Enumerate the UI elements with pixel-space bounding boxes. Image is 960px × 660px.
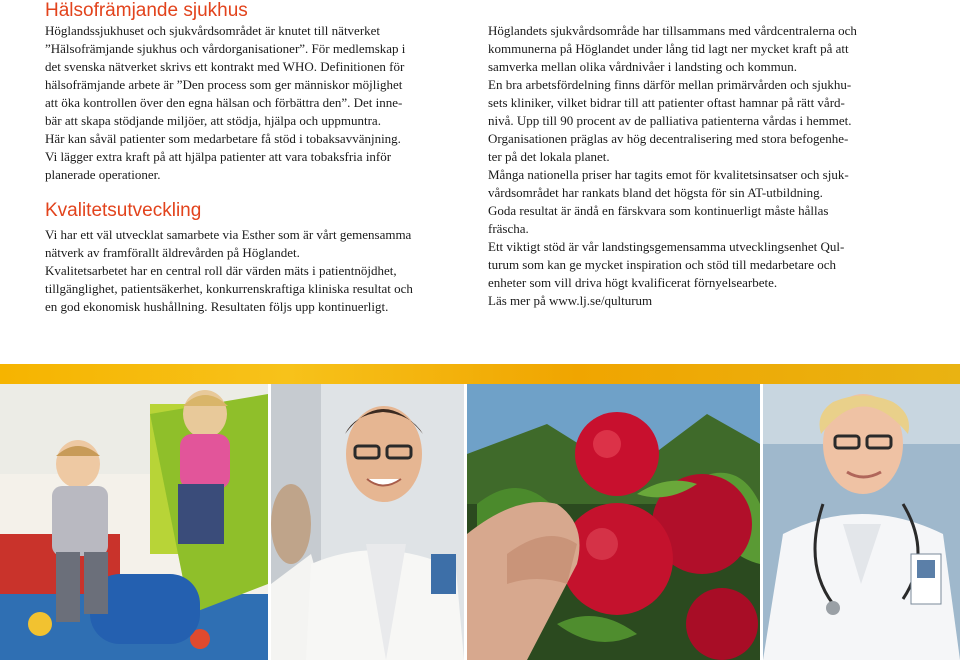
heading-halsoframjande: Hälsofrämjande sjukhus <box>45 0 248 21</box>
text-line: Höglandets sjukvårdsområde har tillsammans med vårdcentralerna och <box>488 23 857 38</box>
text-line: Vi lägger extra kraft på att hjälpa patienter att vara tobaksfria inför <box>45 149 392 164</box>
photo-apples <box>467 384 760 660</box>
text-line: Vi har ett väl utvecklat samarbete via Esther som är vårt gemensamma <box>45 227 412 242</box>
text-line: nivå. Upp till 90 procent av de palliativa patienterna vårdas i hemmet. <box>488 113 852 128</box>
right-column <box>488 22 918 310</box>
text-line: det svenska nätverket skrivs ett kontrakt med WHO. Definitionen för <box>45 59 405 74</box>
text-line: En bra arbetsfördelning finns därför mellan primärvården och sjukhu- <box>488 77 852 92</box>
paragraph-kvalitet <box>45 226 475 316</box>
photo-nurse <box>763 384 960 660</box>
text-line: turum som kan ge mycket inspiration och stöd till medarbetare och <box>488 257 837 272</box>
text-line: hälsofrämjande arbete är ”Den process som ger människor möjlighet <box>45 77 403 92</box>
text-line: att öka kontrollen över den egna hälsan och förbättra den”. Det inne- <box>45 95 403 110</box>
text-line: Organisationen präglas av hög decentralisering med stora befogenhe- <box>488 131 849 146</box>
paragraph-halsoframjande <box>45 22 475 184</box>
text-line: tillgänglighet, patientsäkerhet, konkurrenskraftiga kliniska resultat och <box>45 281 413 296</box>
text-line: Många nationella priser har tagits emot för kvalitetsinsatser och sjuk- <box>488 167 849 182</box>
photo-row <box>0 384 960 660</box>
paragraph-hoglandet <box>488 22 918 310</box>
text-line: Kvalitetsarbetet har en central roll där värden mäts i patientnöjdhet, <box>45 263 397 278</box>
text-line: Ett viktigt stöd är vår landstingsgemensamma utvecklingsenhet Qul- <box>488 239 845 254</box>
text-line: sets kliniker, vilket bidrar till att patienter oftast hamnar på rätt vård- <box>488 95 845 110</box>
text-line: bär att skapa stödjande miljöer, att stödja, hjälpa och uppmuntra. <box>45 113 381 128</box>
text-line: Goda resultat är ändå en färskvara som kontinuerligt måste hållas <box>488 203 829 218</box>
text-line: Höglandssjukhuset och sjukvårdsområdet är knutet till nätverket <box>45 23 381 38</box>
photo-children-playing <box>0 384 268 660</box>
text-line: ter på det lokala planet. <box>488 149 610 164</box>
left-column <box>45 0 475 316</box>
heading-kvalitetsutveckling: Kvalitetsutveckling <box>45 200 202 221</box>
text-line: planerade operationer. <box>45 167 161 182</box>
text-line: kommunerna på Höglandet under lång tid lagt ner mycket kraft på att <box>488 41 849 56</box>
text-line: nätverk av framförallt äldrevården på Höglandet. <box>45 245 300 260</box>
web-link-text: Läs mer på www.lj.se/qulturum <box>488 293 653 308</box>
text-line: en god ekonomisk hushållning. Resultaten följs upp kontinuerligt. <box>45 299 389 314</box>
text-line: ”Hälsofrämjande sjukhus och vårdorganisationer”. För medlemskap i <box>45 41 406 56</box>
decorative-yellow-strip <box>0 364 960 384</box>
text-line: Här kan såväl patienter som medarbetare få stöd i tobaksavvänjning. <box>45 131 401 146</box>
text-line: enheter som vill driva högt kvalificerat förnyelsearbete. <box>488 275 778 290</box>
text-line: vårdsområdet har rankats bland det högsta för sin AT-utbildning. <box>488 185 823 200</box>
text-line: samverka mellan olika vårdnivåer i landsting och kommun. <box>488 59 798 74</box>
text-line: fräscha. <box>488 221 529 236</box>
photo-doctor <box>271 384 464 660</box>
